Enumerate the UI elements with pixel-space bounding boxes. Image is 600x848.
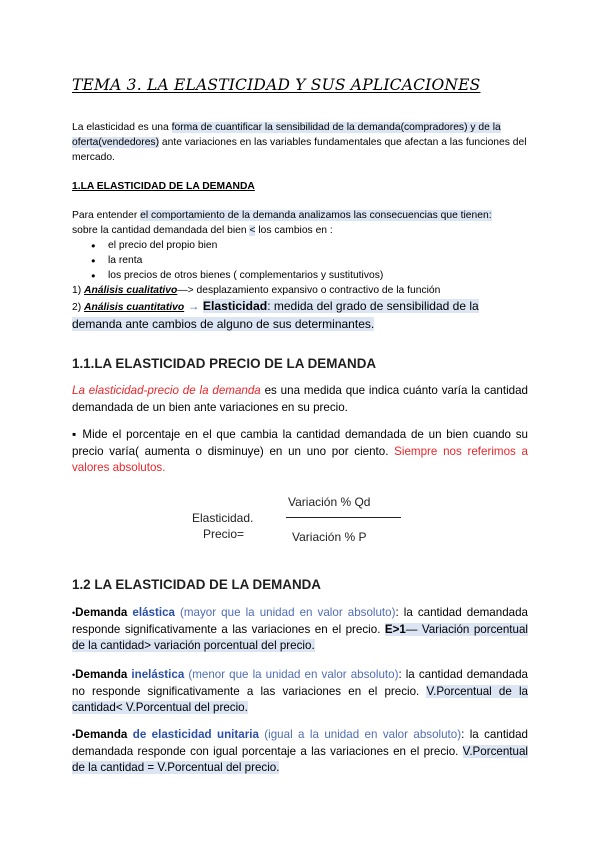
- list-item: ● el precio del propio bien: [108, 238, 528, 253]
- item-number: 2): [72, 302, 85, 313]
- section-1-heading: 1.LA ELASTICIDAD DE LA DEMANDA: [72, 181, 255, 192]
- line-1-text: Para entender: [72, 210, 141, 221]
- item-number: 1): [72, 285, 85, 296]
- demand-condition: (mayor que la unidad en valor absoluto): [174, 606, 396, 619]
- lt-symbol: <: [249, 225, 256, 236]
- list-item: ● los precios de otros bienes ( complementarios y sustitutivos): [108, 268, 528, 283]
- quantitative-label: Análisis cuantitativo: [84, 302, 185, 313]
- demand-comparison: V.Porcentual de la cantidad< V.Porcentual del precio.: [72, 684, 528, 714]
- demand-comparison: — Variación porcentual de la cantidad> variación porcentual del precio.: [72, 622, 528, 652]
- line-1-highlight: el comportamiento de la demanda analizamos las consecuencias que tienen:: [140, 210, 492, 221]
- section-1-line-1: [72, 208, 528, 223]
- definition-text: es una medida que indica cuánto varía la cantidad demandada de un bien ante variaciones en su precio.: [72, 384, 529, 414]
- demand-type: inelástica: [131, 668, 185, 681]
- bullet-icon: •: [72, 670, 76, 680]
- section-1-2-heading: 1.2 LA ELASTICIDAD DE LA DEMANDA: [72, 577, 321, 592]
- elasticity-definition: : medida del grado de sensibilidad de la demanda ante cambios de alguno de sus determinantes.: [72, 299, 479, 331]
- bullet-icon: •: [72, 730, 76, 740]
- demand-condition: (menor que la unidad en valor absoluto): [184, 668, 399, 681]
- absolute-values-note: Siempre nos referimos a valores absolutos.: [72, 444, 528, 474]
- formula-denominator: Variación % P: [292, 530, 367, 544]
- formula-left-1: Elasticidad.: [192, 511, 254, 525]
- determinants-list: [72, 238, 528, 283]
- arrow-icon: →: [184, 299, 203, 313]
- demand-comparison: V.Porcentual de la cantidad = V.Porcentual del precio.: [72, 744, 528, 774]
- unitary-demand-item: [72, 727, 528, 777]
- e-greater-than-1: E>1: [384, 622, 406, 636]
- demand-condition: (igual a la unidad en valor absoluto): [258, 728, 462, 741]
- demand-label: Demanda: [75, 728, 133, 741]
- section-1-line-2: [72, 223, 528, 238]
- elasticity-term: Elasticidad: [202, 299, 268, 313]
- square-bullet-icon: ▪: [72, 428, 78, 441]
- inelastic-demand-item: [72, 667, 528, 717]
- bullet-icon: •: [72, 608, 76, 618]
- demand-description: : la cantidad demandada responde significativamente a las variaciones en el precio.: [72, 606, 528, 636]
- price-elasticity-definition: [72, 383, 528, 416]
- intro-paragraph: [72, 120, 528, 165]
- definition-term: La elasticidad-precio de la demanda: [72, 384, 261, 397]
- qualitative-label: Análisis cualitativo: [84, 285, 178, 296]
- section-1-body: [72, 208, 528, 334]
- section-1-1-heading: 1.1.LA ELASTICIDAD PRECIO DE LA DEMANDA: [72, 356, 377, 371]
- analysis-item-1: [72, 283, 528, 298]
- line-2-text-end: los cambios en :: [255, 225, 333, 236]
- demand-label: Demanda: [75, 668, 132, 681]
- fraction-line: [286, 517, 401, 518]
- price-elasticity-measure: [72, 427, 528, 477]
- demand-description: : la cantidad demandada responde con igual porcentaje a las variaciones en el precio.: [72, 728, 528, 758]
- demand-label: Demanda: [75, 606, 133, 619]
- list-item: ● la renta: [108, 253, 528, 268]
- arrow-icon: —>: [177, 285, 194, 296]
- demand-type: elástica: [132, 606, 175, 619]
- intro-text-end: ante variaciones en las variables fundamentales que afectan a las funciones del mercado.: [72, 137, 527, 163]
- formula-left-2: Precio=: [203, 527, 245, 541]
- intro-highlight: forma de cuantificar la sensibilidad de la demanda(compradores) y de la oferta(vendedores): [72, 122, 501, 148]
- intro-text-start: La elasticidad es una: [72, 122, 172, 133]
- qualitative-text: desplazamiento expansivo o contractivo de la función: [193, 285, 441, 296]
- formula-numerator: Variación % Qd: [288, 495, 371, 509]
- measure-text: Mide el porcentaje en el que cambia la cantidad demandada de un bien cuando su precio varía( aumenta o disminuye) en un uno por ciento.: [72, 428, 528, 458]
- elastic-demand-item: [72, 605, 528, 655]
- demand-type: de elasticidad unitaria: [132, 728, 259, 741]
- analysis-item-2: [72, 298, 528, 334]
- demand-description: : la cantidad demandada no responde significativamente a las variaciones en el precio.: [72, 668, 528, 698]
- document-title: TEMA 3. LA ELASTICIDAD Y SUS APLICACIONES: [72, 76, 481, 94]
- line-2-text: sobre la cantidad demandada del bien: [72, 225, 250, 236]
